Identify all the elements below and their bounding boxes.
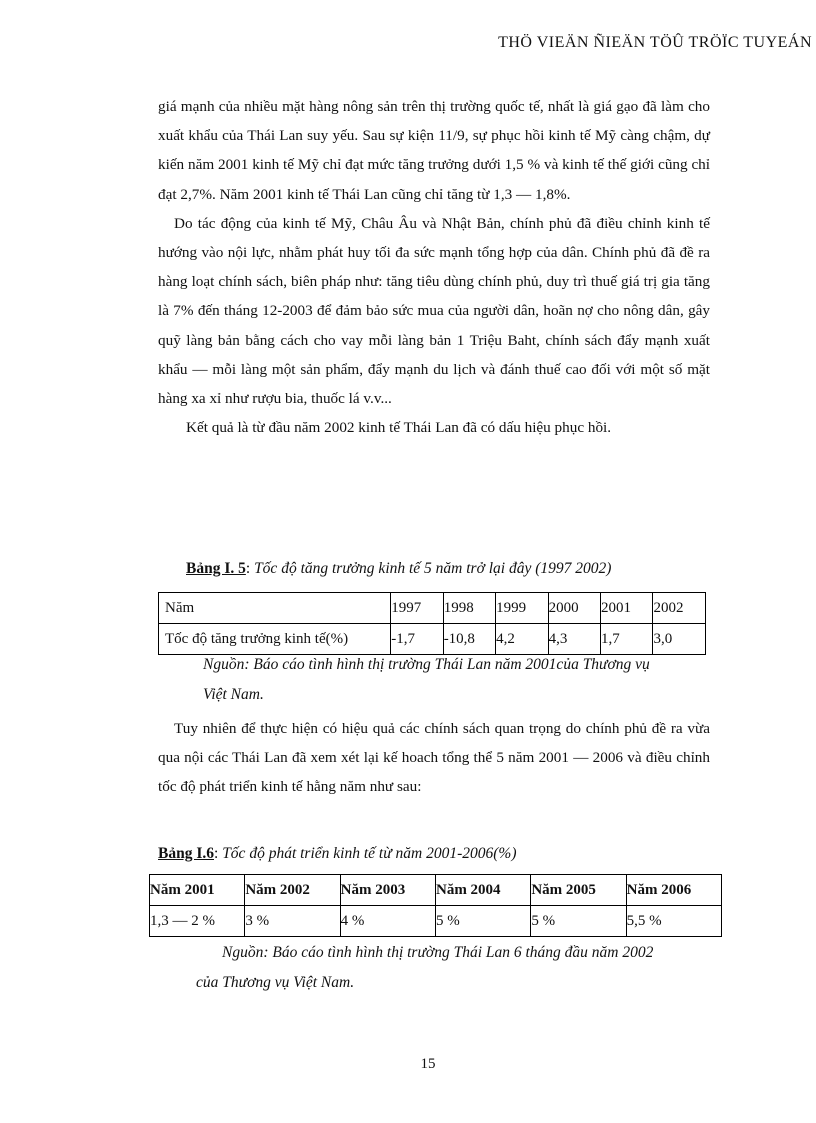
paragraph-3: Kết quả là từ đầu năm 2002 kinh tế Thái Lan đã có dấu hiệu phục hồi. [186, 419, 612, 437]
table-header-cell: Năm 2006 [626, 875, 721, 906]
table-cell: -1,7 [391, 624, 443, 655]
table1-source: Nguồn: Báo cáo tình hình thị trường Thái Lan năm 2001của Thương vụ Việt Nam. [203, 656, 650, 703]
table-cell: -10,8 [443, 624, 495, 655]
page-header: THÖ VIEÄN ÑIEÄN TÖÛ TRÖÏC TUYEÁN [498, 34, 812, 51]
table2-source: Nguồn: Báo cáo tình hình thị trường Thái Lan 6 tháng đầu năm 2002 của Thương vụ Việt Nam. [196, 944, 654, 991]
table-cell: Tốc độ tăng trưởng kinh tế(%) [159, 624, 391, 655]
paragraph-4: Tuy nhiên để thực hiện có hiệu quả các chính sách quan trọng do chính phủ đề ra vừa qua nội các Thái Lan đã xem xét lại kế hoach tổng thể 5 năm 2001 — 2006 và điều chỉnh tốc độ phát triển kinh tế hằng năm như sau: [158, 720, 710, 796]
table-header-cell: 1998 [443, 593, 495, 624]
table-row [159, 593, 706, 624]
table-cell: 5 % [531, 906, 626, 937]
table-header-cell: 2002 [653, 593, 706, 624]
table-header-cell: Năm 2002 [245, 875, 340, 906]
table-header-cell: 2001 [601, 593, 653, 624]
table-cell: 3,0 [653, 624, 706, 655]
table-row [150, 906, 722, 937]
body-text [158, 92, 710, 442]
table-cell: 5 % [435, 906, 530, 937]
table-cell: 1,7 [601, 624, 653, 655]
table-cell: 4,2 [496, 624, 548, 655]
table1-caption-title: Tốc độ tăng trưởng kinh tế 5 năm trở lại đây (1997 2002) [254, 560, 612, 577]
table-header-cell: 1997 [391, 593, 443, 624]
page-number: 15 [420, 1056, 436, 1072]
table-cell: 1,3 — 2 % [150, 906, 245, 937]
table-cell: 4 % [340, 906, 435, 937]
body-text-2 [158, 714, 710, 802]
table1-caption: Bảng I. 5: Tốc độ tăng trưởng kinh tế 5 năm trở lại đây (1997 2002) [186, 560, 612, 577]
growth-table [158, 592, 706, 655]
table-header-cell: Năm [159, 593, 391, 624]
table-header-cell: Năm 2004 [435, 875, 530, 906]
table-header-cell: Năm 2001 [150, 875, 245, 906]
paragraph-1: giá mạnh của nhiều mặt hàng nông sản trên thị trường quốc tế, nhất là giá gạo đã làm cho xuất khẩu của Thái Lan suy yếu. Sau sự kiện 11/9, sự phục hồi kinh tế Mỹ càng chậm, dự kiến năm 2001 kinh tế Mỹ chỉ đạt mức tăng trưởng dưới 1,5 % và kinh tế thế giới cũng chỉ đạt 2,7%. Năm 2001 kinh tế Thái Lan cũng chỉ tăng từ 1,3 — 1,8%. [158, 98, 710, 203]
table-cell: 3 % [245, 906, 340, 937]
table-cell: 5,5 % [626, 906, 721, 937]
table-header-cell: Năm 2005 [531, 875, 626, 906]
table-header-cell: 2000 [548, 593, 600, 624]
table-cell: 4,3 [548, 624, 600, 655]
table2-caption: Bảng I.6: Tốc độ phát triển kinh tế từ năm 2001-2006(%) [158, 845, 517, 862]
table2-caption-title: Tốc độ phát triển kinh tế từ năm 2001-2006(%) [222, 845, 517, 862]
table-header-cell: 1999 [496, 593, 548, 624]
table2-caption-label: Bảng I.6 [158, 845, 214, 862]
development-table [149, 874, 722, 937]
paragraph-2: Do tác động của kinh tế Mỹ, Châu Âu và Nhật Bản, chính phủ đã điều chỉnh kinh tế hướng vào nội lực, nhằm phát huy tối đa sức mạnh tổng hợp của dân. Chính phủ đã đề ra hàng loạt chính sách, biên pháp như: tăng tiêu dùng chính phủ, duy trì thuế giá trị gia tăng là 7% đến tháng 12-2003 để đảm bảo sức mua của người dân, hoãn nợ cho nông dân, gây quỹ làng bản bằng cách cho vay mỗi làng bản 1 Triệu Baht, chính sách đẩy mạnh xuất khẩu — mỗi làng một sản phẩm, đẩy mạnh du lịch và đánh thuế cao đối với một số mặt hàng xa xỉ như rượu bia, thuốc lá v.v... [158, 214, 710, 408]
table1-caption-label: Bảng I. 5 [186, 560, 246, 577]
table-row [150, 875, 722, 906]
table-header-cell: Năm 2003 [340, 875, 435, 906]
